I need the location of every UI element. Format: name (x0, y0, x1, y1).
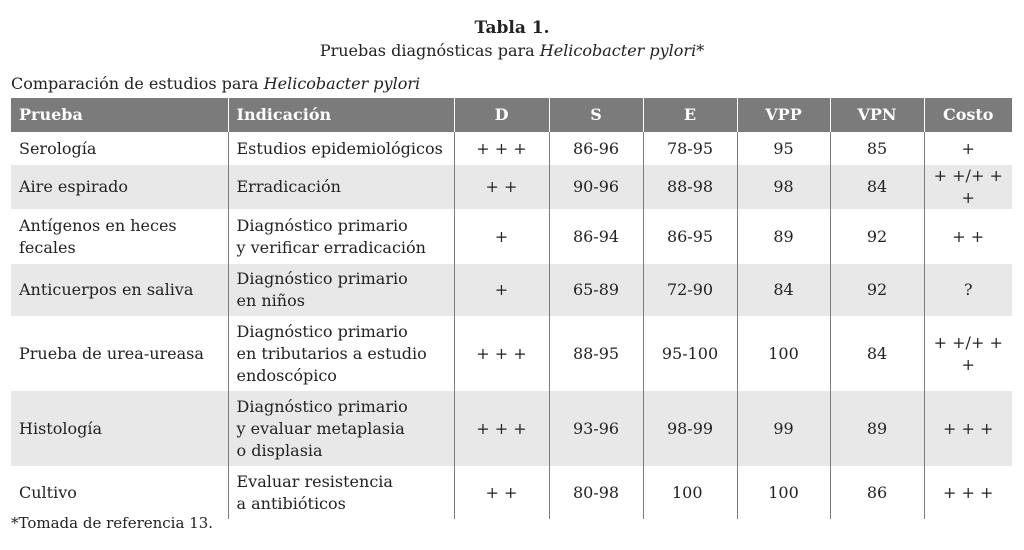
indicacion-line: y verificar erradicación (236, 237, 426, 257)
cell-vpp: 99 (737, 391, 830, 466)
cell-prueba: Histología (11, 391, 228, 466)
cell-vpn: 92 (830, 209, 924, 264)
cell-s: 80-98 (549, 466, 643, 519)
cell-s: 88-95 (549, 316, 643, 391)
header-costo: Costo (924, 98, 1012, 132)
header-s: S (549, 98, 643, 132)
cell-costo: ? (924, 264, 1012, 316)
table-row (11, 466, 1012, 519)
cell-indicacion (228, 165, 454, 209)
table-caption (11, 73, 420, 95)
cell-s: 86-96 (549, 132, 643, 165)
cell-vpp: 100 (737, 316, 830, 391)
header-e: E (643, 98, 737, 132)
indicacion-line: a antibióticos (236, 493, 346, 513)
table-footnote: *Tomada de referencia 13. (11, 514, 214, 532)
cell-d: + + + (454, 316, 549, 391)
cell-prueba: Serología (19, 138, 97, 158)
cell-costo: + + + (924, 466, 1012, 519)
cell-e: 98-99 (643, 391, 737, 466)
cell-indicacion (228, 209, 454, 264)
cell-vpp: 100 (737, 466, 830, 519)
caption-species: Helicobacter pylori (263, 74, 421, 93)
cell-vpp: 89 (737, 209, 830, 264)
cell-vpp: 98 (737, 165, 830, 209)
cell-d: + + (454, 466, 549, 519)
diagnostic-tests-table (11, 98, 1012, 519)
cell-e: 88-98 (643, 165, 737, 209)
cell-prueba: Anticuerpos en saliva (11, 264, 228, 316)
cell-e: 95-100 (643, 316, 737, 391)
table-row (11, 316, 1012, 391)
header-prueba: Prueba (11, 98, 228, 132)
indicacion-line: o displasia (236, 440, 323, 460)
cell-prueba: Antígenos en heces fecales (19, 215, 177, 257)
cell-costo: + (924, 132, 1012, 165)
subtitle-asterisk: * (696, 41, 705, 60)
cell-s: 93-96 (549, 391, 643, 466)
header-vpn: VPN (830, 98, 924, 132)
indicacion-line: Diagnóstico primario (236, 396, 408, 416)
indicacion-line: endoscópico (236, 365, 337, 385)
cell-d: + + (454, 165, 549, 209)
cell-indicacion (228, 132, 454, 165)
cell-s: 86-94 (549, 209, 643, 264)
table-row (11, 209, 1012, 264)
cell-indicacion (228, 391, 454, 466)
cell-indicacion (228, 466, 454, 519)
table-subtitle (0, 40, 1024, 62)
cell-d: + + + (454, 132, 549, 165)
header-row (11, 98, 1012, 132)
table-row (11, 132, 1012, 165)
cell-indicacion (228, 316, 454, 391)
cell-indicacion (228, 264, 454, 316)
cell-costo: + +/+ + + (924, 316, 1012, 391)
cell-vpn: 85 (830, 132, 924, 165)
indicacion-line: Evaluar resistencia (236, 471, 393, 491)
cell-prueba: Cultivo (19, 482, 77, 502)
cell-costo: + + (924, 209, 1012, 264)
cell-vpn: 92 (830, 264, 924, 316)
indicacion-line: Erradicación (236, 177, 341, 196)
cell-vpn: 84 (830, 316, 924, 391)
cell-d: + + + (454, 391, 549, 466)
cell-vpn: 84 (830, 165, 924, 209)
cell-vpn: 86 (830, 466, 924, 519)
cell-vpn: 89 (830, 391, 924, 466)
header-vpp: VPP (737, 98, 830, 132)
cell-costo: + + + (924, 391, 1012, 466)
cell-vpp: 95 (737, 132, 830, 165)
header-d: D (454, 98, 549, 132)
table-title: Tabla 1. (474, 18, 550, 38)
cell-e: 72-90 (643, 264, 737, 316)
indicacion-line: y evaluar metaplasia (236, 418, 405, 438)
cell-e: 78-95 (643, 132, 737, 165)
caption-text: Comparación de estudios para (11, 74, 264, 93)
indicacion-line: Diagnóstico primario (236, 321, 408, 341)
cell-e: 100 (643, 466, 737, 519)
subtitle-species: Helicobacter pylori (539, 41, 697, 60)
cell-s: 65-89 (549, 264, 643, 316)
indicacion-line: Diagnóstico primario (236, 269, 408, 288)
subtitle-text: Pruebas diagnósticas para (319, 41, 540, 60)
table-row (11, 264, 1012, 316)
cell-vpp: 84 (737, 264, 830, 316)
indicacion-line: en tributarios a estudio (236, 343, 427, 363)
cell-d: + (454, 209, 549, 264)
indicacion-line: Diagnóstico primario (236, 215, 408, 235)
cell-d: + (454, 264, 549, 316)
table-row (11, 391, 1012, 466)
cell-prueba: Aire espirado (11, 165, 228, 209)
cell-prueba: Prueba de urea-ureasa (19, 343, 204, 363)
cell-e: 86-95 (643, 209, 737, 264)
header-indicacion: Indicación (228, 98, 454, 132)
cell-s: 90-96 (549, 165, 643, 209)
cell-costo: + +/+ + + (924, 165, 1012, 209)
table-row (11, 165, 1012, 209)
indicacion-line: Estudios epidemiológicos (236, 138, 443, 158)
indicacion-line: en niños (236, 291, 305, 310)
